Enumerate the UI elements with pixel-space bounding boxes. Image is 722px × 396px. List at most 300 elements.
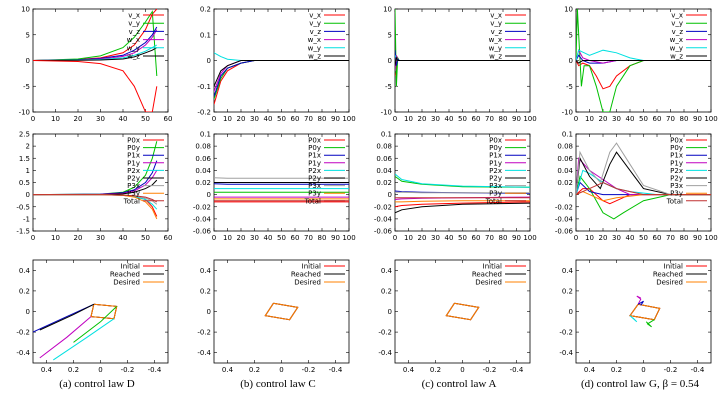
x-tick-label: 70	[666, 115, 675, 123]
x-tick-label: 100	[523, 115, 537, 123]
y-tick-label: 0	[206, 308, 211, 316]
legend-label: P0x	[127, 136, 140, 145]
legend-label: P3x	[308, 182, 321, 191]
legend-label: P2x	[308, 166, 321, 175]
x-tick-label: 0	[211, 234, 217, 242]
legend-label: P3y	[308, 189, 321, 198]
y-tick-label: 0	[387, 57, 392, 65]
caption-c: (c) control law A	[421, 378, 497, 390]
legend-label: P2x	[489, 166, 502, 175]
y-tick-label: 0.2	[380, 287, 392, 296]
x-tick-label: 0.2	[67, 366, 80, 374]
legend-label: Desired	[656, 278, 683, 287]
legend-label: P1x	[308, 151, 321, 160]
series-group	[576, 143, 711, 219]
legend-label: v_y	[128, 19, 140, 28]
plot-frame	[576, 260, 711, 363]
x-tick-label: -0.2	[301, 366, 316, 374]
x-tick-label: 60	[163, 234, 173, 242]
series-line-p1x	[214, 184, 349, 185]
y-tick-label: 2.5	[18, 130, 30, 139]
chart-panel-5	[193, 131, 356, 243]
x-tick-label: 40	[625, 115, 635, 123]
legend-label: v_y	[671, 19, 683, 28]
y-tick-label: -0.4	[197, 349, 211, 358]
x-tick-label: 20	[73, 115, 83, 123]
legend-label: v_z	[128, 27, 140, 36]
chart-panel-4	[16, 131, 172, 243]
legend-label: P3y	[127, 189, 140, 198]
chart-panel-1	[197, 6, 355, 124]
y-tick-label: 0.04	[557, 166, 573, 175]
y-tick-label: 0.4	[380, 266, 392, 275]
x-tick-label: 80	[498, 115, 508, 123]
legend-label: P1y	[489, 159, 502, 168]
legend-label: P2y	[308, 174, 321, 183]
x-tick-label: 10	[585, 234, 594, 242]
y-tick-label: 0.1	[380, 130, 392, 139]
legend-label: Total	[304, 197, 321, 206]
legend-label: Reached	[652, 270, 683, 279]
legend-label: P3y	[670, 189, 683, 198]
y-tick-label: 0.04	[376, 166, 392, 175]
chart-panel-7	[555, 131, 718, 243]
legend-label: Initial	[663, 262, 683, 271]
y-tick-label: -0.06	[554, 227, 573, 236]
y-tick-label: -0.02	[373, 203, 392, 212]
x-tick-label: -0.4	[147, 366, 162, 374]
x-tick-label: 0	[392, 234, 398, 242]
x-tick-label: 50	[639, 234, 648, 242]
legend	[485, 137, 526, 206]
legend-label: Desired	[113, 278, 140, 287]
y-tick-label: 0.02	[195, 179, 211, 187]
x-tick-label: 90	[512, 115, 521, 123]
series-line-p3x	[576, 143, 711, 195]
legend	[472, 263, 526, 287]
caption-b: (b) control law C	[240, 378, 316, 390]
legend-label: Reached	[471, 270, 502, 279]
legend-label: Desired	[475, 278, 502, 287]
chart-panel-6	[374, 131, 537, 243]
legend-label: P1x	[127, 151, 140, 160]
x-tick-label: 30	[96, 234, 105, 242]
x-tick-label: 60	[652, 115, 662, 123]
x-tick-label: 90	[693, 234, 702, 242]
x-tick-label: -0.4	[690, 366, 705, 374]
y-tick-label: 0.2	[18, 287, 30, 296]
x-tick-label: 20	[236, 234, 246, 242]
series-line-p1y	[576, 158, 711, 194]
x-tick-label: 30	[612, 115, 621, 123]
legend-label: v_x	[671, 11, 683, 20]
legend-label: P0y	[308, 144, 321, 153]
legend-label: w_x	[669, 36, 683, 45]
x-tick-label: 20	[598, 234, 608, 242]
legend-label: v_y	[309, 19, 321, 28]
legend-label: P3x	[489, 182, 502, 191]
y-tick-label: 0.04	[195, 166, 211, 175]
y-tick-label: -5	[566, 82, 573, 91]
legend-label: w_z	[670, 52, 683, 61]
x-tick-label: 0	[30, 234, 36, 242]
x-tick-label: 30	[250, 115, 259, 123]
series-line-v_y	[214, 61, 349, 100]
x-tick-label: 90	[512, 234, 521, 242]
x-tick-label: 0	[98, 366, 103, 374]
legend-label: w_z	[308, 52, 321, 61]
legend	[304, 137, 345, 206]
x-tick-label: 100	[523, 234, 537, 242]
x-tick-label: 50	[458, 115, 467, 123]
x-tick-label: 40	[263, 234, 273, 242]
x-tick-label: 40	[263, 115, 273, 123]
chart-panel-0	[19, 6, 173, 124]
legend-label: w_y	[307, 44, 321, 53]
series-line-trajectory-6	[33, 61, 157, 113]
x-tick-label: -0.4	[509, 366, 524, 374]
series-group	[265, 303, 297, 319]
series-group	[214, 178, 349, 202]
series-line-w_x	[576, 50, 711, 63]
x-tick-label: 40	[118, 115, 128, 123]
legend-label: v_z	[490, 27, 502, 36]
x-tick-label: 0.2	[429, 366, 442, 374]
x-tick-label: 0	[573, 115, 579, 123]
series-line-w_y	[214, 53, 349, 61]
y-tick-label: -0.02	[192, 203, 211, 212]
series-line-w_z	[214, 61, 349, 87]
y-tick-label: -0.06	[192, 227, 211, 236]
legend-label: Desired	[294, 278, 321, 287]
x-tick-label: 0.4	[221, 366, 234, 374]
legend-label: Total	[123, 197, 140, 206]
x-tick-label: 10	[51, 115, 60, 123]
chart-panel-10	[378, 260, 530, 374]
series-group	[630, 296, 660, 327]
legend-label: v_z	[671, 27, 683, 36]
series-line-reached	[446, 303, 478, 319]
y-tick-label: 1.5	[18, 154, 30, 163]
y-tick-label: 0.4	[199, 266, 211, 275]
x-tick-label: 60	[471, 115, 481, 123]
x-tick-label: 80	[317, 115, 327, 123]
y-tick-label: 0	[25, 57, 30, 65]
x-tick-label: 60	[471, 234, 481, 242]
x-tick-label: 30	[250, 234, 259, 242]
x-tick-label: 10	[223, 234, 232, 242]
x-tick-label: 60	[163, 115, 173, 123]
y-tick-label: -0.04	[192, 215, 211, 224]
y-tick-label: -0.2	[16, 328, 30, 337]
legend-label: Initial	[120, 262, 140, 271]
y-tick-label: 2	[25, 142, 30, 151]
y-tick-label: 0.06	[557, 154, 573, 163]
x-tick-label: 70	[485, 115, 494, 123]
y-tick-label: -0.2	[378, 328, 392, 337]
chart-panel-9	[197, 260, 349, 374]
legend-label: P3x	[127, 182, 140, 191]
legend-label: v_x	[128, 11, 140, 20]
y-tick-label: 0.2	[199, 5, 211, 14]
y-tick-label: 5	[25, 31, 30, 40]
x-tick-label: 40	[625, 234, 635, 242]
legend-label: v_x	[309, 11, 321, 20]
y-tick-label: 10	[564, 5, 573, 14]
y-tick-label: -0.04	[554, 215, 573, 224]
series-line-trajectory-5	[53, 319, 114, 360]
x-tick-label: 0	[30, 115, 36, 123]
y-tick-label: -0.5	[16, 203, 30, 212]
x-tick-label: 10	[585, 115, 594, 123]
legend-label: Total	[666, 197, 683, 206]
y-tick-label: -0.4	[16, 349, 30, 358]
x-tick-label: 30	[431, 115, 440, 123]
series-group	[33, 304, 117, 360]
series-line-desired	[91, 304, 117, 318]
legend-label: P2x	[670, 166, 683, 175]
y-tick-label: -0.04	[373, 215, 392, 224]
legend-label: P0x	[670, 136, 683, 145]
caption-d: (d) control law G, β = 0.54	[580, 378, 700, 390]
series-line-initial	[265, 303, 297, 319]
series-line-trajectory-7	[40, 304, 94, 330]
plot-frame	[214, 260, 349, 363]
x-tick-label: 40	[444, 115, 454, 123]
y-tick-label: 0.06	[376, 154, 392, 163]
chart-panel-11	[559, 260, 711, 374]
y-tick-label: 5	[387, 31, 392, 40]
series-group	[446, 303, 478, 319]
y-tick-label: -0.2	[197, 328, 211, 337]
y-tick-label: 0	[568, 57, 573, 65]
x-tick-label: 30	[96, 115, 105, 123]
y-tick-label: 0.02	[557, 179, 573, 187]
y-tick-label: 0.08	[376, 142, 392, 151]
y-tick-label: 0	[387, 308, 392, 316]
legend-label: w_z	[127, 52, 140, 61]
y-tick-label: 0	[387, 191, 392, 200]
y-tick-label: -10	[561, 108, 573, 117]
x-tick-label: 10	[404, 234, 413, 242]
x-tick-label: 50	[639, 115, 648, 123]
series-line-reached	[265, 303, 297, 319]
x-tick-label: 0	[211, 115, 217, 123]
legend-label: w_y	[669, 44, 683, 53]
y-tick-label: 0	[25, 308, 30, 316]
series-group	[214, 53, 349, 105]
x-tick-label: 60	[290, 115, 300, 123]
x-tick-label: -0.2	[120, 366, 135, 374]
plot-frame	[576, 134, 711, 231]
x-tick-label: 80	[679, 234, 689, 242]
legend-label: P1y	[670, 159, 683, 168]
x-tick-label: 80	[317, 234, 327, 242]
chart-panel-3	[562, 6, 718, 124]
series-line-w_x	[395, 52, 530, 71]
y-tick-label: 0.1	[199, 130, 211, 139]
series-line-v_z	[395, 50, 530, 65]
y-tick-label: 0	[206, 191, 211, 200]
legend-label: v_x	[490, 11, 502, 20]
legend-label: P1y	[308, 159, 321, 168]
legend-label: w_z	[489, 52, 502, 61]
legend-label: w_x	[307, 36, 321, 45]
x-tick-label: 50	[141, 115, 150, 123]
x-tick-label: 70	[485, 234, 494, 242]
legend-label: P1x	[670, 151, 683, 160]
chart-panel-8	[16, 260, 168, 374]
y-tick-label: 0.02	[376, 179, 392, 187]
y-tick-label: 0.4	[561, 266, 573, 275]
legend	[308, 12, 345, 61]
x-tick-label: 100	[704, 234, 718, 242]
y-tick-label: 0.1	[561, 130, 573, 139]
y-tick-label: 0.5	[18, 179, 30, 187]
x-tick-label: 0	[641, 366, 646, 374]
legend-label: P0y	[489, 144, 502, 153]
legend-label: P1y	[127, 159, 140, 168]
x-tick-label: 100	[704, 115, 718, 123]
legend-label: P3x	[670, 182, 683, 191]
series-line-v_x	[214, 61, 349, 105]
y-tick-label: -0.06	[373, 227, 392, 236]
x-tick-label: 10	[51, 234, 60, 242]
legend-label: P0x	[489, 136, 502, 145]
x-tick-label: 20	[417, 115, 427, 123]
x-tick-label: 100	[342, 234, 356, 242]
y-tick-label: 0.1	[199, 31, 211, 40]
x-tick-label: 20	[236, 115, 246, 123]
y-tick-label: -1.5	[16, 227, 30, 236]
x-tick-label: 80	[498, 234, 508, 242]
x-tick-label: 50	[141, 234, 150, 242]
series-group	[576, 9, 711, 112]
y-tick-label: 0.2	[561, 287, 573, 296]
legend-label: P2x	[127, 166, 140, 175]
x-tick-label: 0.4	[402, 366, 415, 374]
chart-panel-2	[381, 6, 537, 124]
x-tick-label: 50	[277, 115, 286, 123]
y-tick-label: -0.2	[197, 108, 211, 117]
series-line-trajectory-4	[646, 320, 654, 327]
legend	[110, 263, 164, 287]
x-tick-label: 90	[331, 115, 340, 123]
x-tick-label: 0	[460, 366, 465, 374]
legend-label: Initial	[301, 262, 321, 271]
legend-label: w_y	[488, 44, 502, 53]
x-tick-label: 60	[290, 234, 300, 242]
y-tick-label: 1	[25, 166, 30, 175]
legend	[653, 263, 707, 287]
series-line-w_y	[576, 50, 711, 60]
x-tick-label: 20	[73, 234, 83, 242]
legend-label: P0y	[670, 144, 683, 153]
x-tick-label: 50	[458, 234, 467, 242]
y-tick-label: 0	[568, 308, 573, 316]
legend	[670, 12, 707, 61]
series-line-desired	[446, 303, 478, 319]
x-tick-label: 0	[573, 234, 579, 242]
y-tick-label: -5	[23, 82, 30, 91]
legend	[123, 137, 164, 206]
x-tick-label: 40	[118, 234, 128, 242]
legend-label: Reached	[109, 270, 140, 279]
y-tick-label: -0.4	[559, 349, 573, 358]
legend	[489, 12, 526, 61]
x-tick-label: 10	[404, 115, 413, 123]
x-tick-label: 20	[417, 234, 427, 242]
series-line-w_z	[395, 58, 530, 66]
x-tick-label: 30	[612, 234, 621, 242]
x-tick-label: 70	[666, 234, 675, 242]
plot-frame	[395, 260, 530, 363]
series-line-desired	[265, 303, 297, 319]
y-tick-label: -10	[380, 108, 392, 117]
legend-label: v_z	[309, 27, 321, 36]
y-tick-label: 0.4	[18, 266, 30, 275]
x-tick-label: 0.4	[40, 366, 53, 374]
x-tick-label: 20	[598, 115, 608, 123]
x-tick-label: 50	[277, 234, 286, 242]
y-tick-label: 0.08	[557, 142, 573, 151]
legend-label: Total	[485, 197, 502, 206]
x-tick-label: 10	[223, 115, 232, 123]
x-tick-label: 80	[679, 115, 689, 123]
series-line-v_z	[214, 61, 349, 97]
x-tick-label: 70	[304, 115, 313, 123]
y-tick-label: -10	[18, 108, 30, 117]
x-tick-label: 30	[431, 234, 440, 242]
x-tick-label: -0.2	[482, 366, 497, 374]
y-tick-label: -0.1	[197, 82, 211, 91]
series-line-p2x	[576, 170, 711, 194]
x-tick-label: 0	[392, 115, 398, 123]
y-tick-label: -0.02	[554, 203, 573, 212]
legend-label: w_y	[126, 44, 140, 53]
y-tick-label: 0.06	[195, 154, 211, 163]
x-tick-label: 60	[652, 234, 662, 242]
x-tick-label: 40	[444, 234, 454, 242]
y-tick-label: 0	[568, 191, 573, 200]
x-tick-label: -0.2	[663, 366, 678, 374]
legend-label: w_x	[488, 36, 502, 45]
x-tick-label: 90	[331, 234, 340, 242]
legend-label: w_x	[126, 36, 140, 45]
legend-label: P2y	[127, 174, 140, 183]
legend-label: Reached	[290, 270, 321, 279]
x-tick-label: 0	[279, 366, 284, 374]
y-tick-label: 10	[383, 5, 392, 14]
legend-label: P0y	[127, 144, 140, 153]
legend-label: P2y	[489, 174, 502, 183]
y-tick-label: -0.4	[378, 349, 392, 358]
y-tick-label: 10	[21, 5, 30, 14]
series-line-desired	[630, 304, 660, 319]
y-tick-label: -5	[385, 82, 392, 91]
x-tick-label: 0.4	[583, 366, 596, 374]
legend-label: v_y	[490, 19, 502, 28]
x-tick-label: -0.4	[328, 366, 343, 374]
y-tick-label: 0	[25, 191, 30, 200]
y-tick-label: 0.2	[199, 287, 211, 296]
x-tick-label: 70	[304, 234, 313, 242]
x-tick-label: 90	[693, 115, 702, 123]
y-tick-label: -1	[23, 215, 30, 224]
caption-a: (a) control law D	[59, 378, 135, 390]
y-tick-label: 0	[206, 57, 211, 65]
legend	[291, 263, 345, 287]
